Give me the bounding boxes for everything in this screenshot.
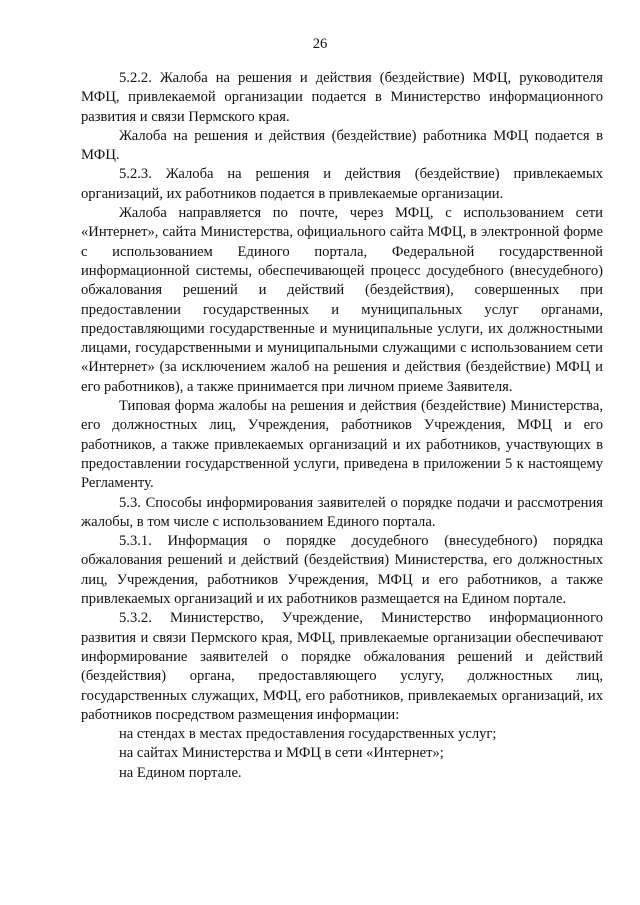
paragraph-5-3: 5.3. Способы информирования заявителей о порядке подачи и рассмотрения жалобы, в том числе с использованием Единого портала. xyxy=(81,494,603,530)
paragraph-complaint-channels: Жалоба направляется по почте, через МФЦ, с использованием сети «Интернет», сайта Министерства, официального сайта МФЦ, в электронной форме с использованием Единого портала, Федеральной государственной информационной системы, обеспечивающей процесс досудебного (внесудебного) обжалования решений и действий (бездействия), совершенных при предоставлении государственных и муниципальных услуг органами, предоставляющими государственные и муниципальные услуги, их должностными лицами, государственными и муниципальными служащими с использованием сети «Интернет» (за исключением жалоб на решения и действия (бездействие) МФЦ и его работников), а также принимается при личном приеме Заявителя. xyxy=(81,205,603,395)
list-item-stands: на стендах в местах предоставления государственных услуг; xyxy=(119,726,497,743)
list-item-unified-portal: на Едином портале. xyxy=(119,764,242,781)
list-item-websites: на сайтах Министерства и МФЦ в сети «Интернет»; xyxy=(119,745,444,762)
paragraph-standard-form: Типовая форма жалобы на решения и действия (бездействие) Министерства, его должностных лиц, Учреждения, работников Учреждения, МФЦ и его работников, а также привлекаемых организаций и их работников, участвующих в предоставлении государственной услуги, приведена в приложении 5 к настоящему Регламенту. xyxy=(81,398,603,492)
paragraph-complaint-mfc-worker: Жалоба на решения и действия (бездействие) работника МФЦ подается в МФЦ. xyxy=(81,127,603,164)
paragraph-5-3-2: 5.3.2. Министерство, Учреждение, Министерство информационного развития и связи Пермского края, МФЦ, привлекаемые организации обеспечивают информирование заявителей о порядке обжалования решений и действий (бездействия) органа, предоставляющего услугу, должностных лиц, государственных служащих, МФЦ, его работников, привлекаемых организаций, их работников посредством размещения информации: xyxy=(81,610,603,723)
page-number: 26 xyxy=(312,36,328,52)
paragraph-5-2-2: 5.2.2. Жалоба на решения и действия (бездействие) МФЦ, руководителя МФЦ, привлекаемой организации подается в Министерство информационного развития и связи Пермского края. xyxy=(81,70,603,125)
paragraph-5-3-1: 5.3.1. Информация о порядке досудебного (внесудебного) порядка обжалования решений и действий (бездействия) Министерства, его должностных лиц, Учреждения, работников Учреждения, МФЦ и его работников, а также привлекаемых организаций и их работников размещается на Едином портале. xyxy=(81,533,603,608)
paragraph-5-2-3: 5.2.3. Жалоба на решения и действия (бездействие) привлекаемых организаций, их работников подается в привлекаемые организации. xyxy=(81,166,603,202)
document-body xyxy=(81,69,603,783)
